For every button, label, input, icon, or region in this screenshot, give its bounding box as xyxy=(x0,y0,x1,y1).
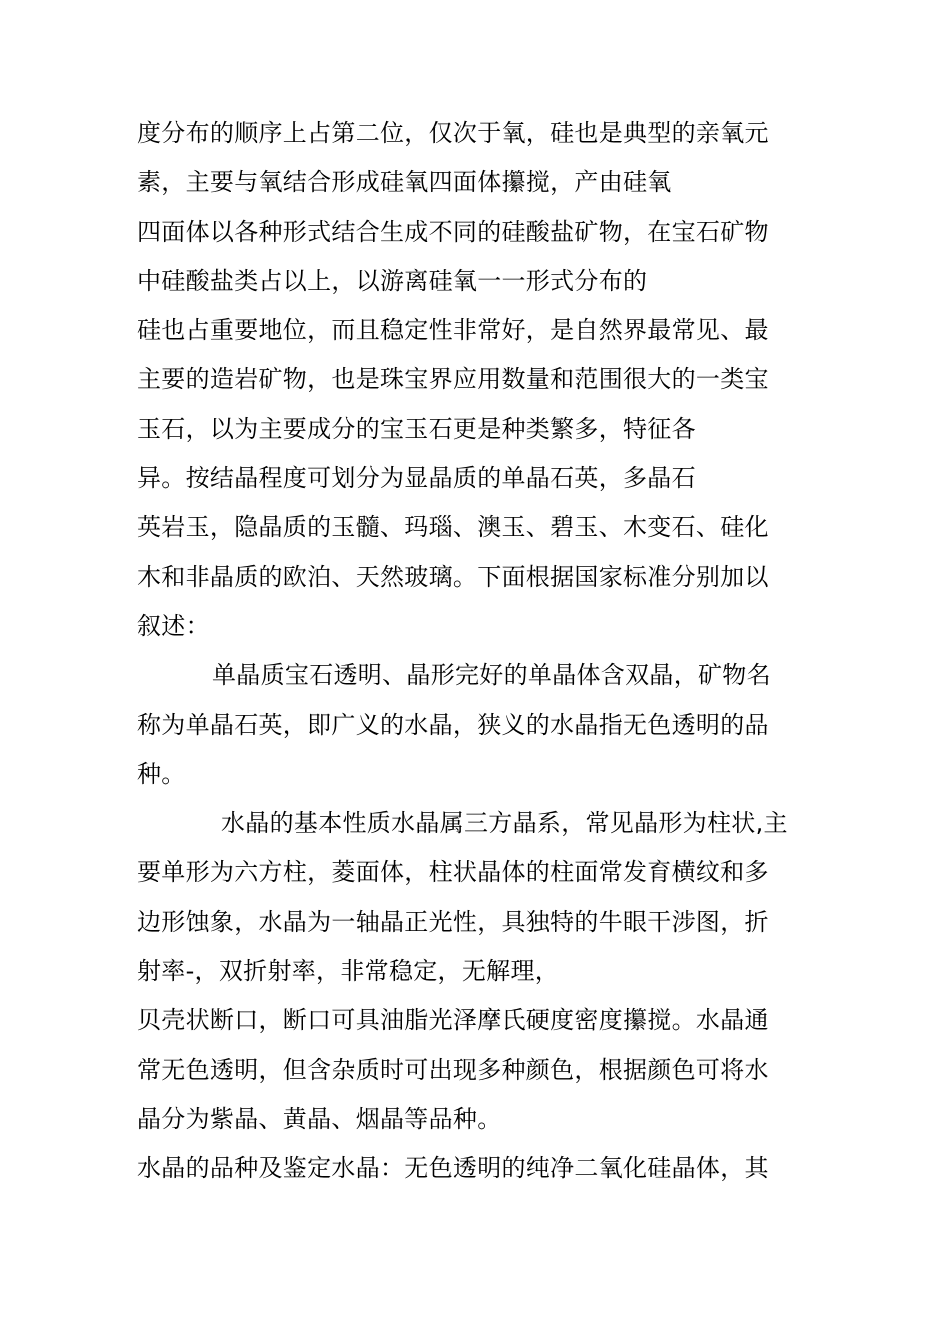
text-line: 种。 xyxy=(137,759,186,788)
body-text xyxy=(137,109,827,1194)
text-line: 异。按结晶程度可划分为显晶质的单晶石英，多晶石 xyxy=(137,464,696,493)
text-line: 玉石，以为主要成分的宝玉石更是种类繁多，特征各 xyxy=(137,414,696,443)
text-line: 边形蚀象，水晶为一轴晶正光性，具独特的牛眼干涉图，折 xyxy=(137,907,769,936)
text-line: 晶分为紫晶、黄晶、烟晶等品种。 xyxy=(137,1104,502,1133)
text-line: 硅也占重要地位，而且稳定性非常好，是自然界最常见、最 xyxy=(137,316,769,345)
paragraph-start-line: 水晶的基本性质水晶属三方晶系，常见晶形为柱状,主 xyxy=(221,809,788,838)
text-line: 中硅酸盐类占以上，以游离硅氧一一形式分布的 xyxy=(137,266,648,295)
text-line: 主要的造岩矿物，也是珠宝界应用数量和范围很大的一类宝 xyxy=(137,365,769,394)
text-line: 度分布的顺序上占第二位，仅次于氧，硅也是典型的亲氧元 xyxy=(137,119,769,147)
text-line: 要单形为六方柱，菱面体，柱状晶体的柱面常发育横纹和多 xyxy=(137,858,769,887)
text-line: 常无色透明，但含杂质时可出现多种颜色，根据颜色可将水 xyxy=(137,1055,769,1084)
text-line: 贝壳状断口，断口可具油脂光泽摩氏硬度密度攥搅。水晶通 xyxy=(137,1006,769,1035)
text-line: 英岩玉，隐晶质的玉髓、玛瑙、澳玉、碧玉、木变石、硅化 xyxy=(137,513,769,542)
text-line: 叙述： xyxy=(137,611,210,640)
paragraph-start-line: 单晶质宝石透明、晶形完好的单晶体含双晶，矿物名 xyxy=(212,661,771,690)
text-line: 水晶的品种及鉴定水晶：无色透明的纯净二氧化硅晶体，其 xyxy=(137,1154,769,1183)
text-line: 称为单晶石英，即广义的水晶，狭义的水晶指无色透明的品 xyxy=(137,710,769,739)
text-line: 素，主要与氧结合形成硅氧四面体攥搅，产由硅氧 xyxy=(137,168,672,197)
text-line: 射率-，双折射率，非常稳定，无解理， xyxy=(137,957,560,986)
text-line: 四面体以各种形式结合生成不同的硅酸盐矿物，在宝石矿物 xyxy=(137,217,769,246)
text-line: 木和非晶质的欧泊、天然玻璃。下面根据国家标准分别加以 xyxy=(137,562,769,591)
